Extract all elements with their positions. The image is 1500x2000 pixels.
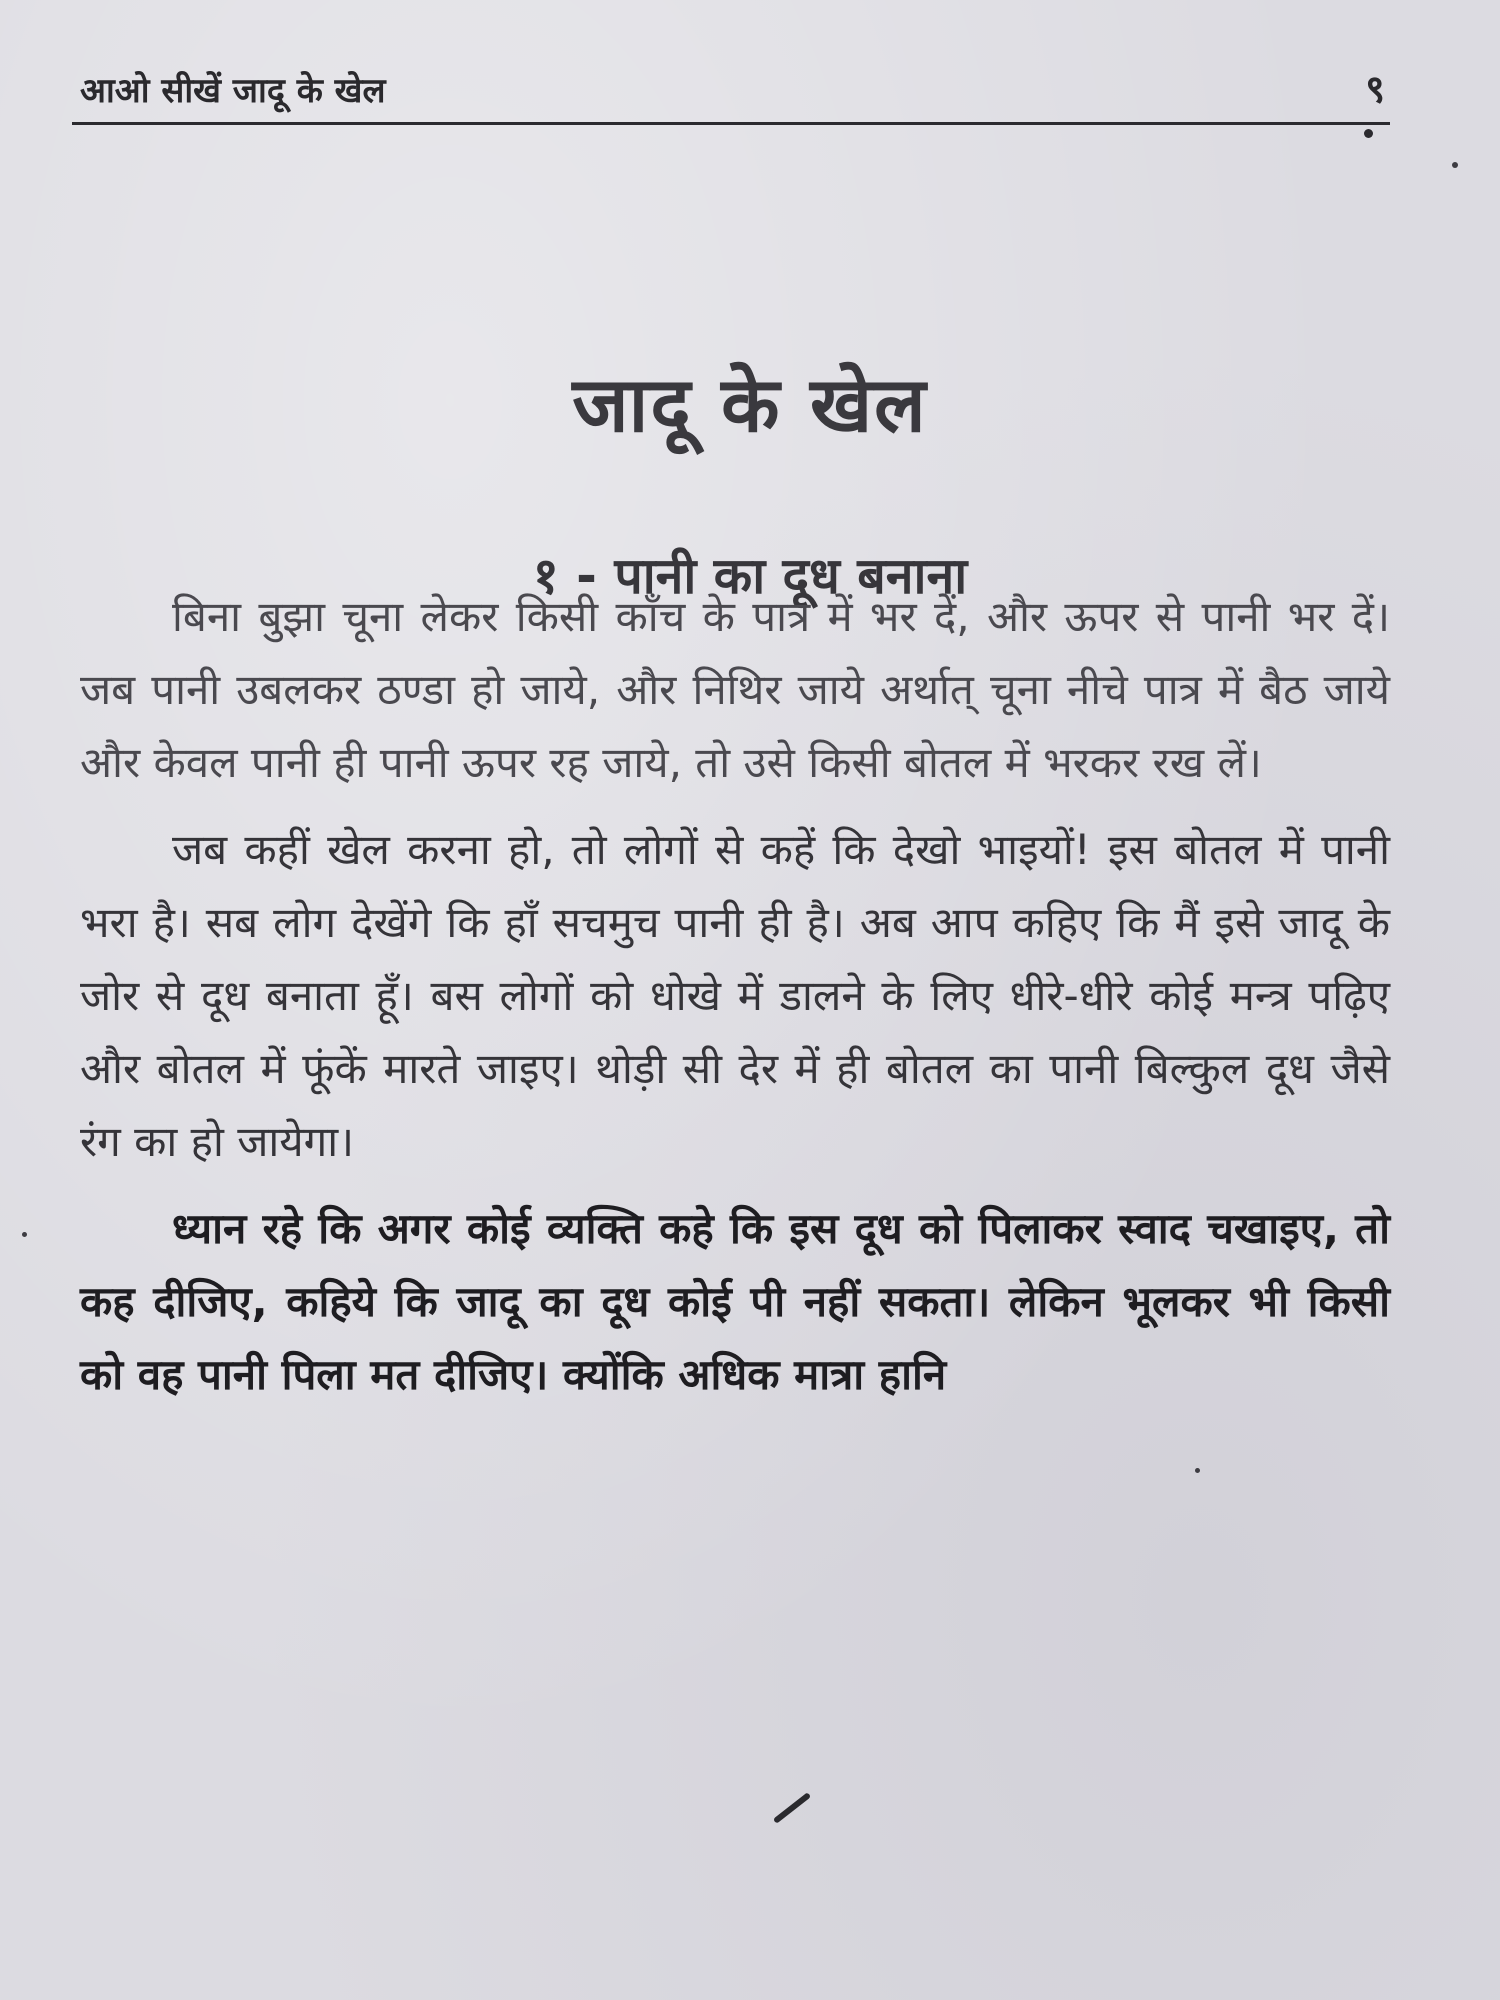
chapter-title: जादू के खेल — [572, 359, 928, 449]
paragraph-3: ध्यान रहे कि अगर कोई व्यक्ति कहे कि इस दूध को पिलाकर स्वाद चखाइए, तो कह दीजिए, कहिये कि जादू का दूध कोई पी नहीं सकता। लेकिन भूलकर भी किसी को वह पानी पिला मत दीजिए। क्योंकि अधिक मात्रा हानि — [80, 1204, 1390, 1399]
paragraph-2: जब कहीं खेल करना हो, तो लोगों से कहें कि देखो भाइयों! इस बोतल में पानी भरा है। सब लोग देखेंगे कि हाँ सचमुच पानी ही है। अब आप कहिए कि मैं इसे जादू के जोर से दूध बनाता हूँ। बस लोगों को धोखे में डालने के लिए धीरे-धीरे कोई मन्त्र पढ़िए और बोतल में फूंकें मारते जाइए। थोड़ी सी देर में ही बोतल का पानी बिल्कुल दूध जैसे रंग का हो जायेगा। — [80, 825, 1390, 1166]
body-text — [80, 580, 1390, 1425]
paper-speck — [1452, 162, 1458, 168]
paragraph-1: बिना बुझा चूना लेकर किसी काँच के पात्र में भर दें, और ऊपर से पानी भर दें। जब पानी उबलकर ठण्डा हो जाये, और निथिर जाये अर्थात् चूना नीचे पात्र में बैठ जाये और केवल पानी ही पानी ऊपर रह जाये, तो उसे किसी बोतल में भरकर रख लें। — [80, 592, 1390, 787]
running-header — [80, 62, 1385, 122]
pen-mark — [773, 1792, 811, 1824]
running-title: आओ सीखें जादू के खेल — [80, 71, 386, 111]
paper-speck — [22, 1232, 27, 1237]
rule-dot — [1364, 129, 1373, 138]
paper-speck — [1195, 1468, 1200, 1473]
section-heading: १ - पानी का दूध बनाना — [532, 546, 968, 605]
page-number: ९ — [1365, 67, 1385, 111]
header-rule — [72, 122, 1390, 125]
